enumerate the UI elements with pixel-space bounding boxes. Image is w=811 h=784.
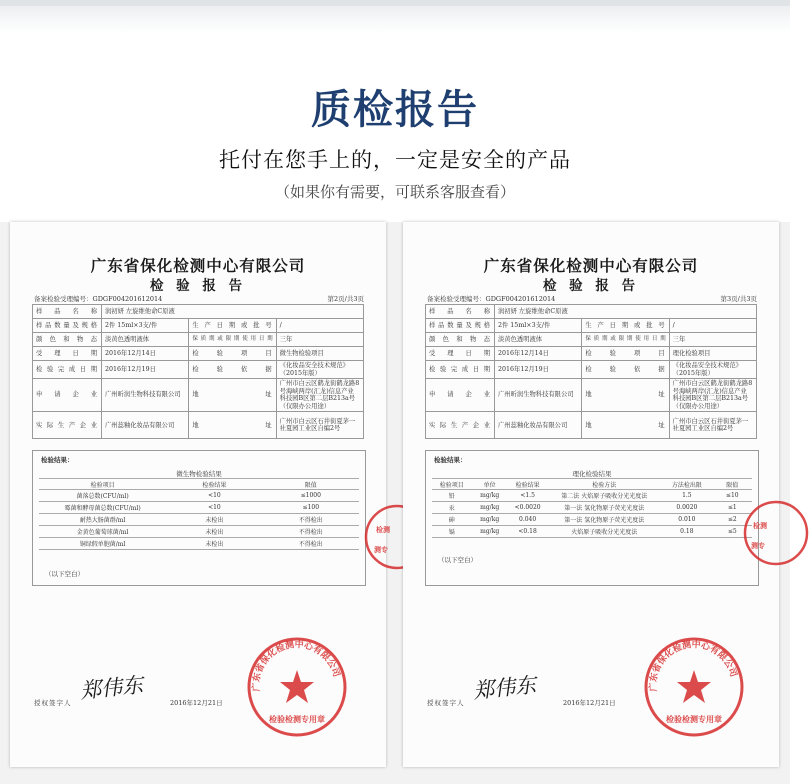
record-number: 备案检验受理编号：GDGF004201612014 bbox=[34, 295, 163, 303]
report-sheet-physicochemical[interactable] bbox=[403, 222, 779, 767]
sample-info-table bbox=[425, 304, 757, 439]
table-row: 砷 mg/kg 0.040 第一法 氢化物原子荧光光度法 0.010 ≤2 bbox=[432, 514, 752, 526]
info-value: 2件 15ml×3支/件 bbox=[102, 319, 189, 333]
info-label: 样 品 名 称 bbox=[33, 305, 102, 319]
handwritten-signature: 郑伟东 bbox=[472, 672, 538, 704]
info-label: 受 理 日 期 bbox=[33, 347, 102, 361]
svg-text:测专: 测专 bbox=[374, 546, 388, 554]
table-cell: 不得检出 bbox=[263, 538, 359, 550]
sample-info-table bbox=[32, 304, 364, 439]
info-value: 2016年12月14日 bbox=[495, 347, 582, 361]
svg-text:测专: 测专 bbox=[751, 542, 765, 550]
record-line bbox=[427, 294, 757, 303]
info-value: 三年 bbox=[276, 333, 363, 347]
info-value: 广州市白云区鹤龙街鹤龙路8号海峡两岸(汇龙)信息产业科技园B区第二层B213a号（仅限办公用途） bbox=[669, 379, 756, 412]
info-label: 地 址 bbox=[189, 412, 276, 439]
info-label: 生产日期或批号 bbox=[189, 319, 276, 333]
results-heading: 检验结果： bbox=[434, 456, 467, 464]
info-value: 广州市白云区石井街夏茅一社夏园工业区自编2号 bbox=[669, 412, 756, 439]
info-value: / bbox=[276, 319, 363, 333]
info-label: 颜 色 和 物 态 bbox=[426, 333, 495, 347]
info-value: 广州蕊釉化妆品有限公司 bbox=[495, 412, 582, 439]
info-label: 地 址 bbox=[582, 379, 669, 412]
company-name: 广东省保化检测中心有限公司 bbox=[483, 256, 699, 275]
contact-note: （如果你有需要，可联系客服查看） bbox=[274, 183, 515, 201]
table-cell: 耐热大肠菌群/ml bbox=[39, 514, 166, 526]
info-label: 申 请 企 业 bbox=[426, 379, 495, 412]
handwritten-signature: 郑伟东 bbox=[79, 672, 145, 704]
table-header-row bbox=[39, 479, 359, 490]
table-row bbox=[39, 526, 359, 538]
seal-center-text: 检验检测专用章 bbox=[666, 715, 722, 724]
edge-seal bbox=[741, 498, 811, 568]
info-value: 淡黄色透明液体 bbox=[102, 333, 189, 347]
company-name: 广东省保化检测中心有限公司 bbox=[90, 256, 306, 275]
info-value: 《化妆品安全技术规范》（2015年版） bbox=[276, 361, 363, 379]
column-header: 限值 bbox=[713, 479, 752, 490]
table-row bbox=[39, 502, 359, 514]
info-value: 2件 15ml×3支/件 bbox=[495, 319, 582, 333]
table-cell: 未检出 bbox=[166, 538, 262, 550]
info-label: 检 验 依 据 bbox=[189, 361, 276, 379]
sign-date: 2016年12月21日 bbox=[170, 699, 223, 707]
column-header: 检验方法 bbox=[547, 479, 661, 490]
info-label: 地 址 bbox=[582, 412, 669, 439]
column-header: 检验项目 bbox=[39, 479, 166, 490]
info-label: 地 址 bbox=[189, 379, 276, 412]
column-header: 检验结果 bbox=[508, 479, 547, 490]
info-value: 2016年12月14日 bbox=[102, 347, 189, 361]
info-value: 微生物检验项目 bbox=[276, 347, 363, 361]
table-cell: 未检出 bbox=[166, 514, 262, 526]
info-label: 检验完成日期 bbox=[426, 361, 495, 379]
table-row bbox=[39, 490, 359, 502]
record-number: 备案检验受理编号：GDGF004201612014 bbox=[427, 295, 556, 303]
table-cell: 不得检出 bbox=[263, 526, 359, 538]
results-box bbox=[425, 450, 759, 586]
info-label: 实际生产企业 bbox=[33, 412, 102, 439]
info-value: / bbox=[669, 319, 756, 333]
table-row: 汞 mg/kg <0.0020 第一法 氢化物原子荧光光度法 0.0020 ≤1 bbox=[432, 502, 752, 514]
top-bar bbox=[0, 0, 790, 34]
info-value: 广州昕润生物科技有限公司 bbox=[102, 379, 189, 412]
official-seal bbox=[242, 632, 352, 742]
info-label: 生产日期或批号 bbox=[582, 319, 669, 333]
report-title: 检 验 报 告 bbox=[542, 278, 640, 294]
svg-text:检测: 检测 bbox=[753, 522, 767, 530]
info-value: 润初妍 左旋维他命C原液 bbox=[102, 305, 364, 319]
column-header: 限值 bbox=[263, 479, 359, 490]
info-value: 《化妆品安全技术规范》（2015年版） bbox=[669, 361, 756, 379]
results-table bbox=[39, 478, 359, 550]
info-label: 检验完成日期 bbox=[33, 361, 102, 379]
seal-text: 广东省保化检测中心有限公司 bbox=[251, 640, 342, 692]
info-label: 颜 色 和 物 态 bbox=[33, 333, 102, 347]
svg-text:检测: 检测 bbox=[376, 526, 390, 534]
page-number: 第2页/共3页 bbox=[327, 295, 364, 303]
info-value: 润初妍 左旋维他命C原液 bbox=[495, 305, 757, 319]
info-label: 检 验 项 目 bbox=[189, 347, 276, 361]
table-cell: 铜绿假单胞菌/ml bbox=[39, 538, 166, 550]
table-row: 铅 mg/kg <1.5 第二法 火焰原子吸收分光光度法 1.5 ≤10 bbox=[432, 490, 752, 502]
info-value: 淡黄色透明液体 bbox=[495, 333, 582, 347]
info-value: 2016年12月19日 bbox=[102, 361, 189, 379]
info-value: 广州市白云区鹤龙街鹤龙路8号海峡两岸(汇龙)信息产业科技园B区第二层B213a号（仅限办公用途） bbox=[276, 379, 363, 412]
table-row: 镉 mg/kg <0.18 火焰原子吸收分光光度法 0.18 ≤5 bbox=[432, 526, 752, 538]
results-table bbox=[432, 478, 752, 538]
info-value: 广州蕊釉化妆品有限公司 bbox=[102, 412, 189, 439]
info-label: 检 验 依 据 bbox=[582, 361, 669, 379]
info-value: 广州昕润生物科技有限公司 bbox=[495, 379, 582, 412]
page-title: 质检报告 bbox=[311, 87, 479, 133]
seal-center-text: 检验检测专用章 bbox=[269, 715, 325, 724]
report-sheet-microbiology[interactable] bbox=[10, 222, 390, 767]
info-label: 申 请 企 业 bbox=[33, 379, 102, 412]
table-row bbox=[39, 514, 359, 526]
column-header: 检验项目 bbox=[432, 479, 471, 490]
signatory-label: 授权签字人 bbox=[427, 699, 465, 707]
table-cell: 金黄色葡萄球菌/ml bbox=[39, 526, 166, 538]
info-label: 检 验 项 目 bbox=[582, 347, 669, 361]
blank-below-note: （以下空白） bbox=[45, 570, 84, 578]
table-cell: 不得检出 bbox=[263, 514, 359, 526]
info-label: 样 品 名 称 bbox=[426, 305, 495, 319]
info-value: 理化检验项目 bbox=[669, 347, 756, 361]
table-cell: <10 bbox=[166, 502, 262, 514]
table-row bbox=[39, 538, 359, 550]
info-label: 样品数量及规格 bbox=[33, 319, 102, 333]
info-label: 实际生产企业 bbox=[426, 412, 495, 439]
table-cell: 菌落总数(CFU/ml) bbox=[39, 490, 166, 502]
results-caption: 理化检验结果 bbox=[572, 470, 612, 478]
table-cell: ≤100 bbox=[263, 502, 359, 514]
table-header-row bbox=[432, 479, 752, 490]
info-value: 广州市白云区石井街夏茅一社夏园工业区自编2号 bbox=[276, 412, 363, 439]
results-heading: 检验结果： bbox=[41, 456, 74, 464]
table-cell: 未检出 bbox=[166, 526, 262, 538]
results-box bbox=[32, 450, 366, 586]
seal-text: 广东省保化检测中心有限公司 bbox=[648, 640, 739, 692]
blank-below-note: （以下空白） bbox=[438, 556, 477, 564]
page-subtitle: 托付在您手上的，一定是安全的产品 bbox=[219, 148, 571, 172]
table-cell: 霉菌和酵母菌总数(CFU/ml) bbox=[39, 502, 166, 514]
table-cell: ≤1000 bbox=[263, 490, 359, 502]
page-number: 第3页/共3页 bbox=[720, 295, 757, 303]
info-label: 保质期或限期使用日期 bbox=[582, 333, 669, 347]
info-label: 受 理 日 期 bbox=[426, 347, 495, 361]
info-value: 2016年12月19日 bbox=[495, 361, 582, 379]
info-value: 三年 bbox=[669, 333, 756, 347]
column-header: 检验结果 bbox=[166, 479, 262, 490]
sign-date: 2016年12月21日 bbox=[563, 699, 616, 707]
report-title: 检 验 报 告 bbox=[149, 278, 247, 294]
table-cell: <10 bbox=[166, 490, 262, 502]
record-line bbox=[34, 294, 364, 303]
signatory-label: 授权签字人 bbox=[34, 699, 72, 707]
results-caption: 微生物检验结果 bbox=[176, 470, 222, 478]
column-header: 方法检出限 bbox=[661, 479, 712, 490]
column-header: 单位 bbox=[471, 479, 507, 490]
official-seal bbox=[639, 632, 749, 742]
info-label: 保质期或限期使用日期 bbox=[189, 333, 276, 347]
info-label: 样品数量及规格 bbox=[426, 319, 495, 333]
